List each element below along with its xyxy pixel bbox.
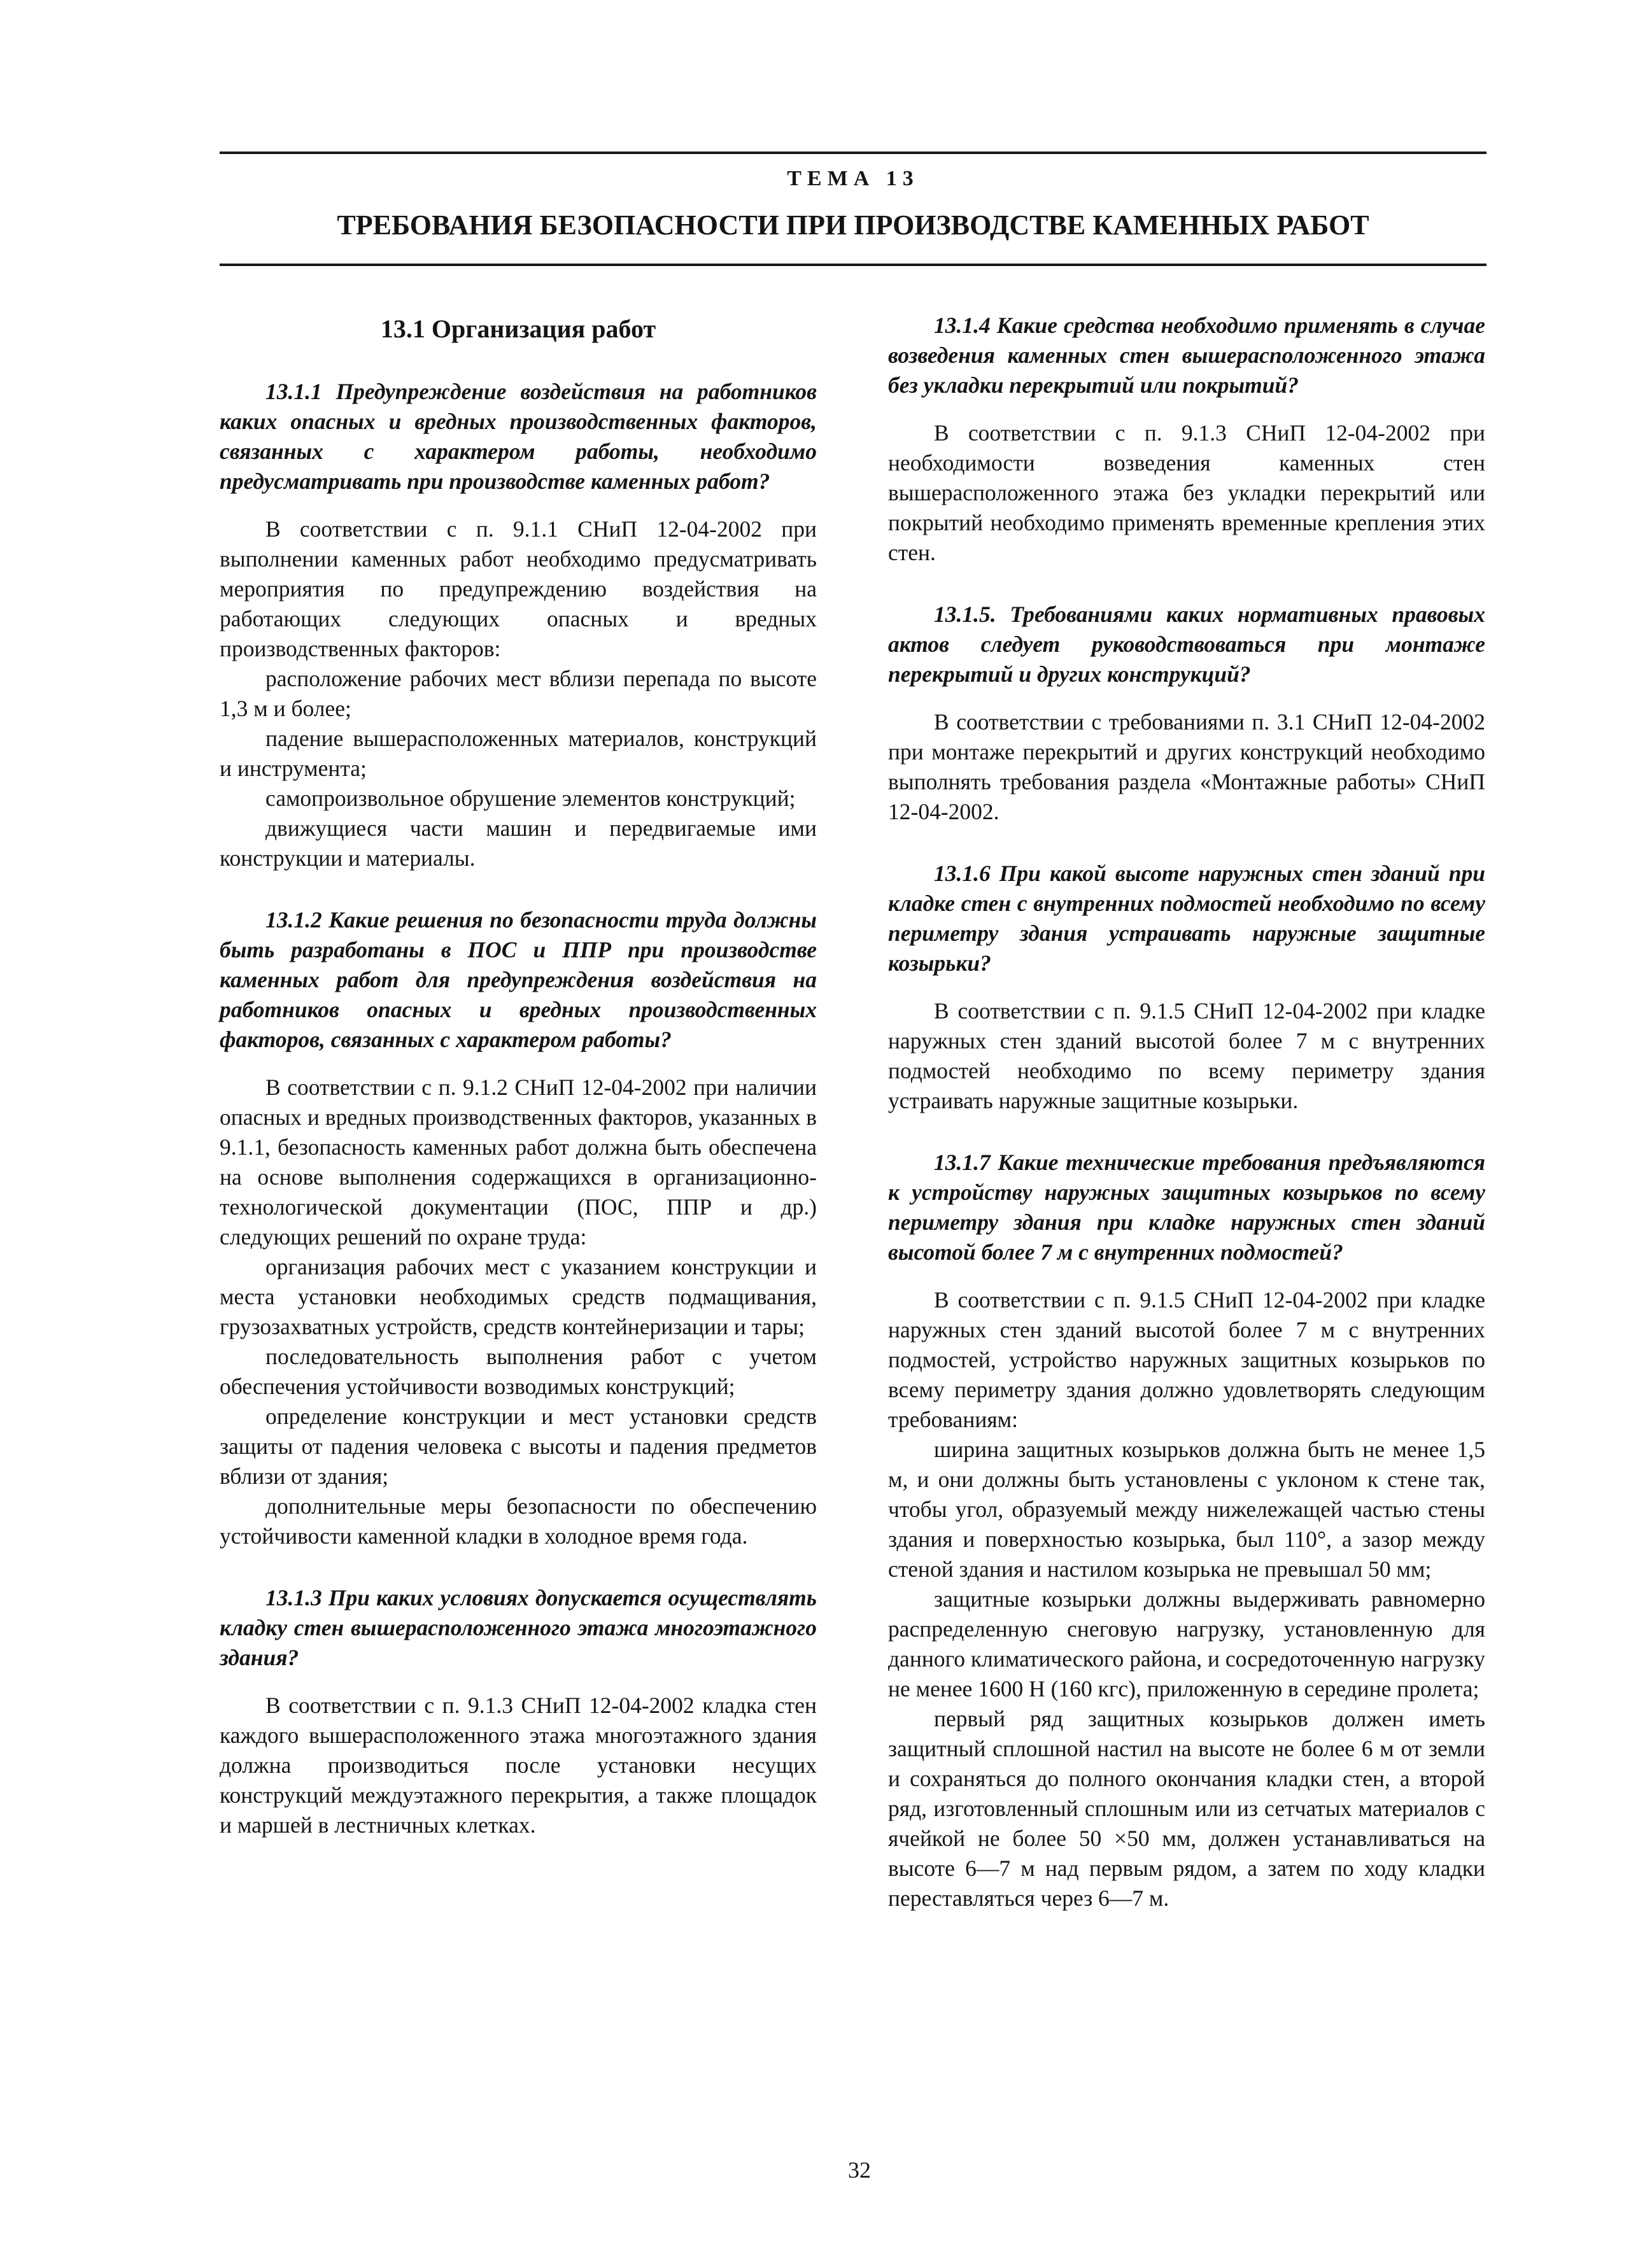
left-column	[220, 311, 817, 1840]
question-13-1-7: 13.1.7 Какие технические требования предъявляются к устройству наружных защитных козырьков по всему периметру здания при кладке наружных стен зданий высотой более 7 м с внутренних подмостей?	[888, 1150, 1485, 1265]
list-item: дополнительные меры безопасности по обеспечению устойчивости каменной кладки в холодное время года.	[220, 1493, 817, 1549]
question-13-1-2: 13.1.2 Какие решения по безопасности труда должны быть разработаны в ПОС и ППР при производстве каменных работ для предупреждения воздействия на работников опасных и вредных производственных факторов, связанных с характером работы?	[220, 907, 817, 1052]
right-column	[888, 311, 1485, 1913]
list-item: организация рабочих мест с указанием конструкции и места установки необходимых средств подмащивания, грузозахватных устройств, средств контейнеризации и тары;	[220, 1254, 817, 1339]
list-item: движущиеся части машин и передвигаемые ими конструкции и материалы.	[220, 815, 817, 871]
list-item: защитные козырьки должны выдерживать равномерно распределенную снеговую нагрузку, установленную для данного климатического района, и сосредоточенную нагрузку не менее 1600 Н (160 кгс), приложенную в середине пролета;	[888, 1586, 1485, 1701]
answer-13-1-6: В соответствии с п. 9.1.5 СНиП 12-04-2002 при кладке наружных стен зданий высотой более 7 м с внутренних подмостей необходимо по всему периметру здания устраивать наружные защитные козырьки.	[888, 998, 1485, 1113]
answer-13-1-4: В соответствии с п. 9.1.3 СНиП 12-04-2002 при необходимости возведения каменных стен вышерасположенного этажа без укладки перекрытий или покрытий необходимо применять временные крепления этих стен.	[888, 420, 1485, 565]
page-title: ТРЕБОВАНИЯ БЕЗОПАСНОСТИ ПРИ ПРОИЗВОДСТВЕ КАМЕННЫХ РАБОТ	[337, 209, 1369, 241]
question-13-1-5: 13.1.5. Требованиями каких нормативных правовых актов следует руководствоваться при монтаже перекрытий и других конструкций?	[888, 602, 1485, 687]
list-item: самопроизвольное обрушение элементов конструкций;	[265, 785, 796, 811]
section-title: 13.1 Организация работ	[380, 314, 656, 343]
header-bottom-rule	[220, 264, 1486, 266]
answer-13-1-2: В соответствии с п. 9.1.2 СНиП 12-04-2002 при наличии опасных и вредных производственных факторов, указанных в 9.1.1, безопасность каменных работ должна быть обеспечена на основе выполнения содержащихся в организационно-технологической документации (ПОС, ППР и др.) следующих решений по охране труда:	[220, 1074, 817, 1250]
question-13-1-4: 13.1.4 Какие средства необходимо применять в случае возведения каменных стен вышерасположенного этажа без укладки перекрытий или покрытий?	[888, 313, 1485, 398]
list-item: падение вышерасположенных материалов, конструкций и инструмента;	[220, 726, 817, 781]
answer-13-1-1: В соответствии с п. 9.1.1 СНиП 12-04-2002 при выполнении каменных работ необходимо предусматривать мероприятия по предупреждению воздействия на работающих следующих опасных и вредных производственных факторов:	[220, 516, 817, 661]
list-item: последовательность выполнения работ с учетом обеспечения устойчивости возводимых конструкций;	[220, 1344, 817, 1399]
question-13-1-6: 13.1.6 При какой высоте наружных стен зданий при кладке стен с внутренних подмостей необходимо по всему периметру здания устраивать наружные защитные козырьки?	[888, 861, 1485, 976]
question-13-1-3: 13.1.3 При каких условиях допускается осуществлять кладку стен вышерасположенного этажа многоэтажного здания?	[220, 1585, 817, 1670]
answer-13-1-7: В соответствии с п. 9.1.5 СНиП 12-04-2002 при кладке наружных стен зданий высотой более 7 м с внутренних подмостей, устройство наружных защитных козырьков по всему периметру здания должно удовлетворять следующим требованиям:	[888, 1287, 1485, 1432]
list-item: ширина защитных козырьков должна быть не менее 1,5 м, и они должны быть установлены с уклоном к стене так, чтобы угол, образуемый между нижележащей частью стены здания и поверхностью козырька, был 110°, а зазор между стеной здания и настилом козырька не превышал 50 мм;	[888, 1437, 1485, 1582]
topic-label: ТЕМА 13	[787, 167, 919, 190]
answer-13-1-5: В соответствии с требованиями п. 3.1 СНиП 12-04-2002 при монтаже перекрытий и других конструкций необходимо выполнять требования раздела «Монтажные работы» СНиП 12-04-2002.	[888, 709, 1485, 824]
list-item: расположение рабочих мест вблизи перепада по высоте 1,3 м и более;	[220, 666, 817, 721]
page-number: 32	[848, 2157, 871, 2183]
list-item: первый ряд защитных козырьков должен иметь защитный сплошной настил на высоте не более 6 м от земли и сохраняться до полного окончания кладки стен, а второй ряд, изготовленный сплошным или из сетчатых материалов с ячейкой не более 50 ×50 мм, должен устанавливаться на высоте 6—7 м над первым рядом, а затем по ходу кладки переставляться через 6—7 м.	[888, 1706, 1485, 1911]
list-item: определение конструкции и мест установки средств защиты от падения человека с высоты и падения предметов вблизи от здания;	[220, 1404, 817, 1489]
answer-13-1-3: В соответствии с п. 9.1.3 СНиП 12-04-2002 кладка стен каждого вышерасположенного этажа многоэтажного здания должна производиться после установки несущих конструкций междуэтажного перекрытия, а также площадок и маршей в лестничных клетках.	[220, 1693, 817, 1838]
question-13-1-1: 13.1.1 Предупреждение воздействия на работников каких опасных и вредных производственных факторов, связанных с характером работы, необходимо предусматривать при производстве каменных работ?	[220, 379, 817, 494]
header-top-rule	[220, 151, 1486, 154]
